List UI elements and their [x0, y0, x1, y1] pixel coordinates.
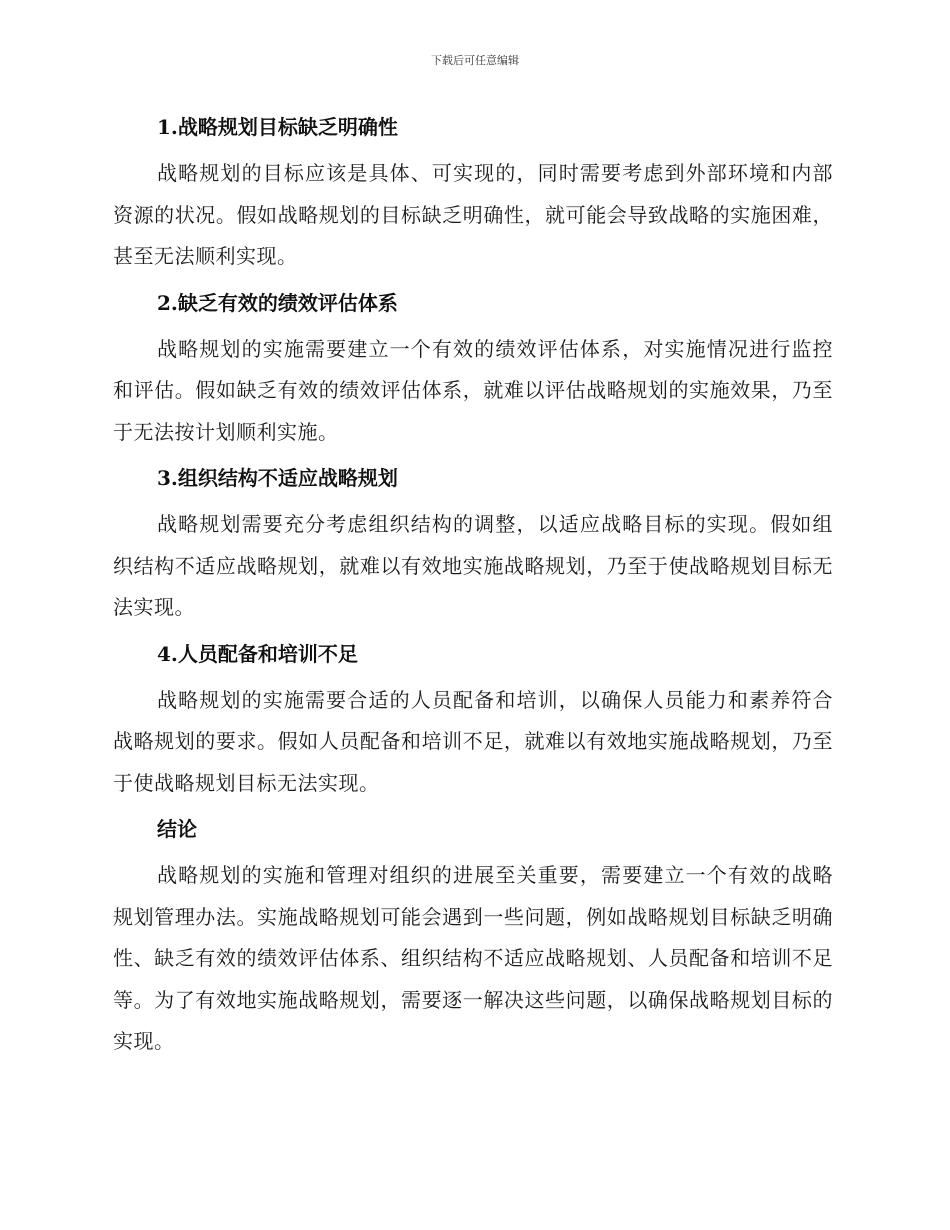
- section-heading: 2.缺乏有效的绩效评估体系: [157, 290, 398, 315]
- section-heading: 结论: [157, 817, 197, 841]
- section-3: [113, 463, 833, 629]
- section-conclusion: [113, 814, 833, 1063]
- section-heading: 4.人员配备和培训不足: [157, 641, 358, 666]
- section-paragraph: 战略规划的目标应该是具体、可实现的，同时需要考虑到外部环境和内部资源的状况。假如战略规划的目标缺乏明确性，就可能会导致战略的实施困难，甚至无法顺利实现。: [113, 161, 833, 268]
- section-1: [113, 112, 833, 278]
- section-heading: 3.组织结构不适应战略规划: [157, 466, 398, 490]
- section-paragraph: 战略规划需要充分考虑组织结构的调整，以适应战略目标的实现。假如组织结构不适应战略规划，就难以有效地实施战略规划，乃至于使战略规划目标无法实现。: [113, 512, 833, 619]
- section-2: [113, 288, 833, 454]
- document-body: [113, 112, 833, 1073]
- section-paragraph: 战略规划的实施需要建立一个有效的绩效评估体系，对实施情况进行监控和评估。假如缺乏有效的绩效评估体系，就难以评估战略规划的实施效果，乃至于无法按计划顺利实施。: [113, 336, 833, 444]
- section-paragraph: 战略规划的实施和管理对组织的进展至关重要，需要建立一个有效的战略规划管理办法。实施战略规划可能会遇到一些问题，例如战略规划目标缺乏明确性、缺乏有效的绩效评估体系、组织结构不适应战略规划、人员配备和培训不足等。为了有效地实施战略规划，需要逐一解决这些问题，以确保战略规划目标的实现。: [113, 863, 833, 1053]
- section-paragraph: 战略规划的实施需要合适的人员配备和培训，以确保人员能力和素养符合战略规划的要求。假如人员配备和培训不足，就难以有效地实施战略规划，乃至于使战略规划目标无法实现。: [113, 687, 833, 795]
- section-heading: 1.战略规划目标缺乏明确性: [157, 115, 398, 139]
- section-4: [113, 639, 833, 805]
- page-header: 下载后可任意编辑: [431, 54, 519, 67]
